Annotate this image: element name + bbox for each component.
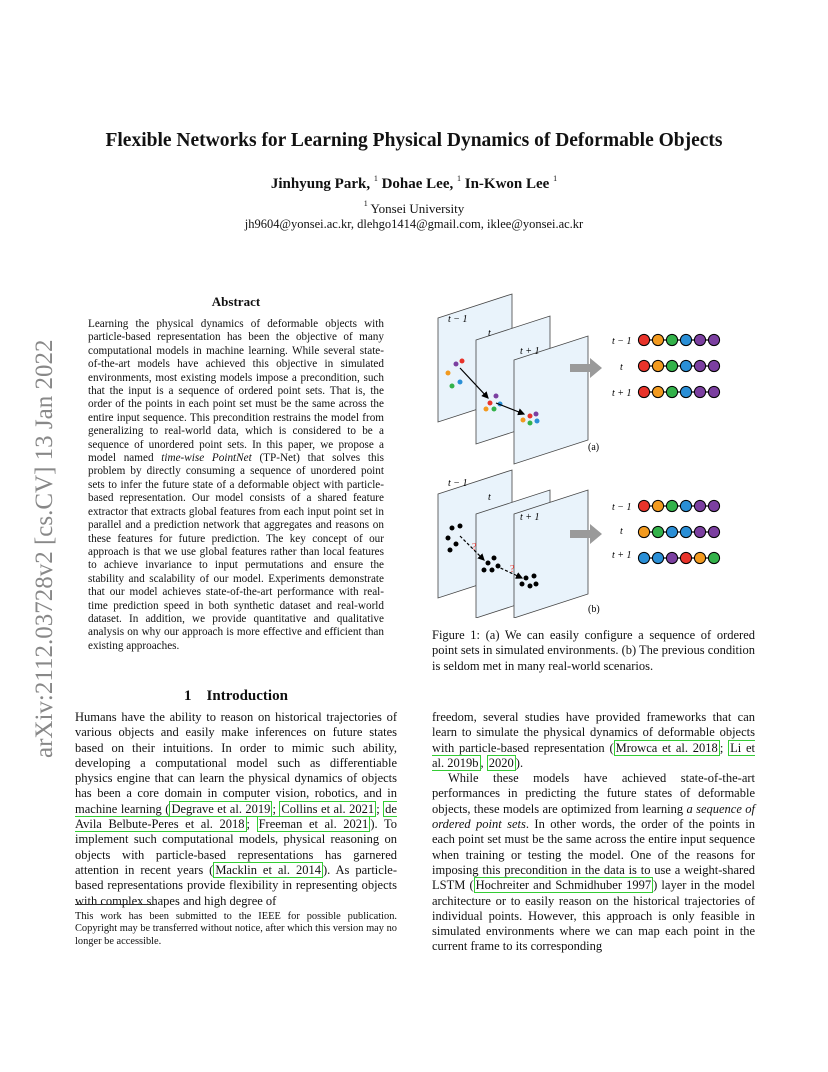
sequence-point <box>652 334 663 345</box>
sequence-point <box>680 334 691 345</box>
sequence-point <box>666 526 677 537</box>
sequence-point <box>638 334 649 345</box>
frame-label: t + 1 <box>520 346 540 357</box>
sequence-rows-b <box>638 500 719 563</box>
author-name: Dohae Lee, <box>381 176 454 192</box>
sequence-point <box>694 334 705 345</box>
intro-left-column <box>75 710 397 909</box>
section-heading-introduction: 1 Introduction <box>184 688 288 704</box>
author-name: Jinhyung Park, <box>270 176 371 192</box>
sequence-point <box>666 500 677 511</box>
body-text: freedom, several studies have provided frameworks that can learn to simulate the physical dynamics of deformable objects with particle-based representation ( <box>432 710 755 755</box>
sequence-point <box>680 552 691 563</box>
figure-1 <box>430 288 770 618</box>
sequence-point <box>666 552 677 563</box>
sequence-point <box>694 360 705 371</box>
sequence-point <box>638 386 649 397</box>
author-affil-marker: 1 <box>373 174 378 183</box>
sequence-point <box>652 360 663 371</box>
sequence-point <box>708 386 719 397</box>
sequence-point <box>652 552 663 563</box>
abstract-text: Learning the physical dynamics of deformable objects with particle-based representation has been the objective of many computational models in machine learning. While several state-of-the-art models have achieved this objective in simulated environments, most existing models impose a precondition, such that the input is a sequence of ordered point sets. That is, the order of the points in each point set must be the same across the entire input sequence. This precondition restrains the model from generalizing to real-world data, which is considered to be a sequence of unordered point sets. In this paper, we propose a model named <box>88 318 384 465</box>
affiliation-name: Yonsei University <box>370 201 465 216</box>
abstract-emphasis: time-wise PointNet <box>161 452 252 465</box>
body-text: ; <box>719 740 729 755</box>
question-mark: ? <box>510 564 515 575</box>
footnote: This work has been submitted to the IEEE for possible publication. Copyright may be transferred without notice, after which this version may no longer be accessible. <box>75 911 397 947</box>
row-label: t − 1 <box>612 502 632 513</box>
sequence-point <box>708 360 719 371</box>
sequence-point <box>680 360 691 371</box>
citation-link[interactable]: Li et al. 2019b <box>432 740 755 770</box>
sequence-point <box>694 386 705 397</box>
citation-link[interactable]: Mrowca et al. 2018 <box>615 740 718 755</box>
sequence-point <box>666 334 677 345</box>
sequence-point <box>652 386 663 397</box>
intro-right-column <box>432 710 755 955</box>
sequence-rows-a <box>638 334 719 397</box>
sequence-point <box>708 500 719 511</box>
author-affil-marker: 1 <box>457 174 461 183</box>
abstract-heading: Abstract <box>211 294 261 309</box>
author-name: In-Kwon Lee <box>464 176 550 192</box>
arxiv-id-text: arXiv:2112.03728v2 [cs.CV] 13 Jan 2022 <box>31 339 58 758</box>
frame-stack-b <box>438 470 588 618</box>
citation-link[interactable]: Collins et al. 2021 <box>281 801 375 816</box>
sequence-point <box>638 500 649 511</box>
sequence-point <box>638 526 649 537</box>
figure-caption: Figure 1: (a) We can easily configure a sequence of ordered point sets in simulated environments. (b) The previous condition is seldom met in many real-world scenarios. <box>432 628 755 673</box>
sequence-point <box>680 500 691 511</box>
body-text: ). To implement such computational models, physical reasoning on objects with particle-based representations has garnered attention in recent years ( <box>75 817 397 877</box>
author-emails: jh9604@yonsei.ac.kr, dlehgo1414@gmail.com, iklee@yonsei.ac.kr <box>244 217 584 231</box>
sequence-point <box>708 526 719 537</box>
row-label: t <box>620 362 623 373</box>
citation-link[interactable]: Macklin et al. 2014 <box>215 862 321 877</box>
abstract-text: (TP-Net) that solves this problem by directly consuming a sequence of unordered point sets to infer the future state of a deformable object with particle-based representation. Our model consists of a shared feature extractor that extracts global features from each input point set in parallel and a prediction network that aggregates and reasons on these features for future prediction. The key concept of our approach is that we use global features rather than local features to achieve invariance to input permutations and ensure the stability and scalability of our model. Experiments demonstrate that our model achieves state-of-the-art performance with real-time prediction speed in both synthetic dataset and real-world dataset. In addition, we provide quantitative and qualitative analysis on why our approach is more effective and efficient than existing approaches. <box>88 452 384 652</box>
citation-link[interactable]: 2020 <box>488 755 514 770</box>
row-label: t + 1 <box>612 388 632 399</box>
body-text: ). <box>515 755 524 770</box>
row-label: t + 1 <box>612 550 632 561</box>
author-affil-marker: 1 <box>553 174 558 183</box>
frame-label: t − 1 <box>448 314 468 325</box>
sequence-point <box>680 386 691 397</box>
sequence-point <box>652 526 663 537</box>
frame-label: t − 1 <box>448 478 468 489</box>
figure-panel-b <box>438 470 720 618</box>
body-text: ) layer in the model architecture or to easily reason on the historical trajectories of individual points. However, this approach is only feasible in simulated environments where we can map each point in the current frame to its corresponding <box>432 878 755 954</box>
citation-link[interactable]: de Avila Belbute-Peres et al. 2018 <box>75 801 397 832</box>
footnote-divider <box>75 904 155 905</box>
author-list <box>0 176 828 193</box>
sequence-point <box>708 334 719 345</box>
sequence-point <box>652 500 663 511</box>
body-emphasis: a sequence of ordered point sets <box>432 801 756 832</box>
row-label: t − 1 <box>612 336 632 347</box>
frame-stack-a <box>438 294 588 464</box>
body-text: . In other words, the order of the points in each point set must be the same across the entire input sequence when training or testing the model. One of the reasons for imposing this precondition in the data is to use a weight-shared LSTM ( <box>432 817 756 893</box>
paper-title: Flexible Networks for Learning Physical Dynamics of Deformable Objects <box>105 130 723 151</box>
arxiv-side-stamp <box>8 300 68 760</box>
sequence-point <box>638 360 649 371</box>
subfigure-label: (b) <box>588 604 600 615</box>
sequence-point <box>708 552 719 563</box>
frame-label: t <box>488 492 491 503</box>
sequence-point <box>666 386 677 397</box>
body-text: ). As particle-based representations provide flexibility in representing objects with complex shapes and high degree of <box>75 862 398 908</box>
sequence-point <box>666 360 677 371</box>
citation-link[interactable]: Hochreiter and Schmidhuber 1997 <box>475 878 652 893</box>
body-text: , <box>480 755 487 770</box>
affiliation <box>0 201 828 217</box>
body-text: ; <box>376 801 384 816</box>
subfigure-label: (a) <box>588 442 600 453</box>
body-text: ; <box>272 801 280 816</box>
question-mark: ? <box>472 542 477 553</box>
abstract-body <box>88 318 384 653</box>
row-label: t <box>620 526 623 537</box>
body-text: While these models have achieved state-of-the-art performances in predicting the future states of deformable objects, these models are optimized from learning <box>432 771 755 816</box>
citation-link[interactable]: Degrave et al. 2019 <box>171 801 271 816</box>
sequence-point <box>638 552 649 563</box>
citation-link[interactable]: Freeman et al. 2021 <box>258 817 369 832</box>
body-text: ; <box>246 817 257 832</box>
sequence-point <box>680 526 691 537</box>
sequence-point <box>694 552 705 563</box>
sequence-point <box>694 526 705 537</box>
frame-label: t <box>488 328 491 339</box>
figure-panel-a <box>438 294 720 464</box>
body-text: Humans have the ability to reason on historical trajectories of various objects and easily make inferences on future states based on their intuitions. In order to mimic such ability, developing a computational model such as differentiable physics engine that can learn the physical dynamics of objects has been a core domain in computer vision, robotics, and in machine learning ( <box>75 710 397 816</box>
sequence-point <box>694 500 705 511</box>
frame-label: t + 1 <box>520 512 540 523</box>
affiliation-marker: 1 <box>363 199 368 208</box>
